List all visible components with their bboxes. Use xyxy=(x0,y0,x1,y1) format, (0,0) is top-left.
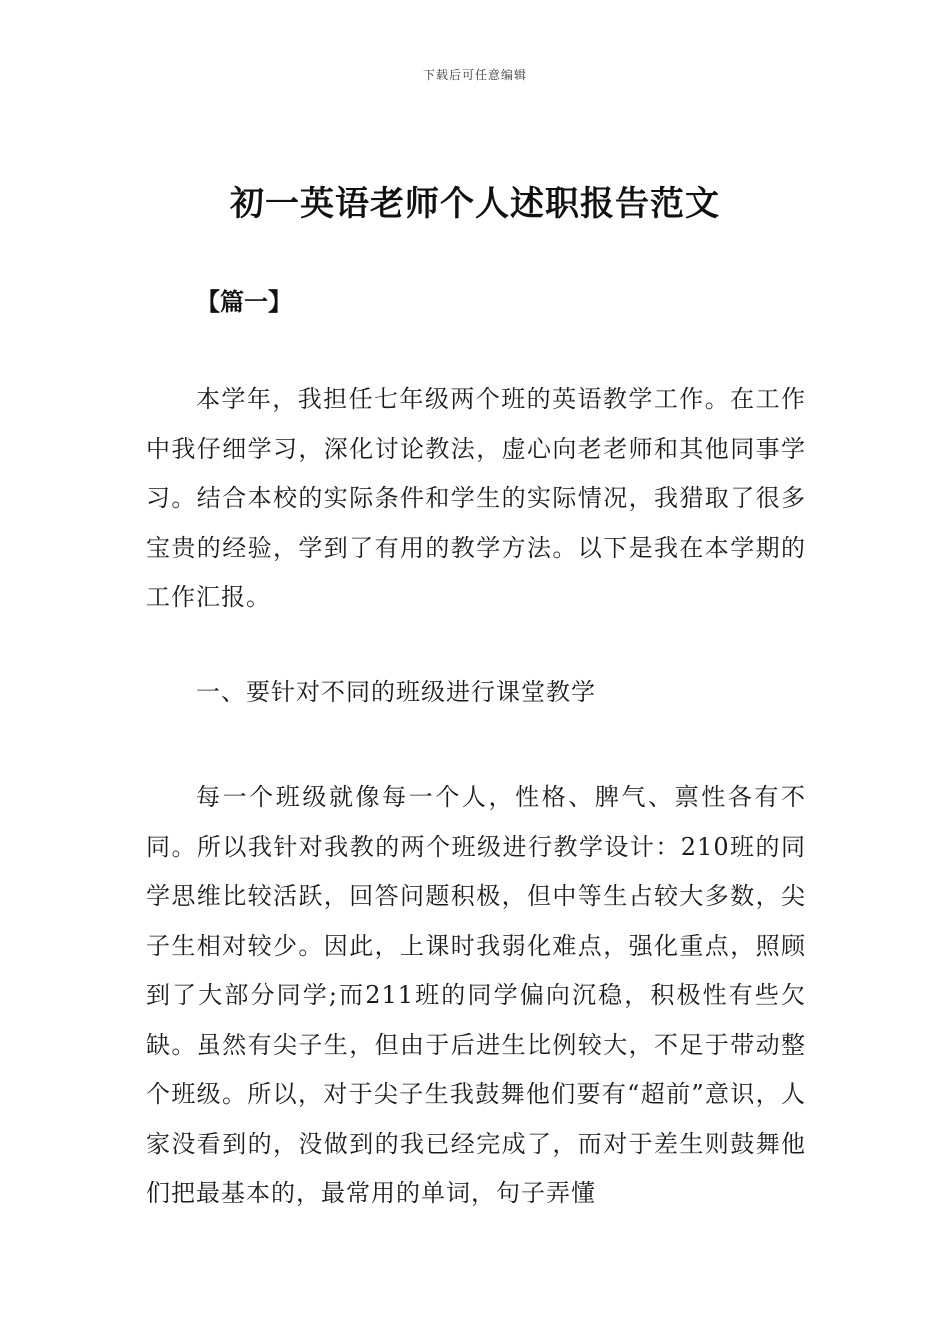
paragraph-intro: 本学年，我担任七年级两个班的英语教学工作。在工作中我仔细学习，深化讨论教法，虚心向老老师和其他同事学习。结合本校的实际条件和学生的实际情况，我猎取了很多宝贵的经验，学到了有用的教学方法。以下是我在本学期的工作汇报。 xyxy=(146,385,806,611)
section-tag: 【篇一】 xyxy=(196,288,292,316)
document-title: 初一英语老师个人述职报告范文 xyxy=(230,184,720,224)
section-heading-1: 一、要针对不同的班级进行课堂教学 xyxy=(196,678,596,706)
header-note: 下载后可任意编辑 xyxy=(422,68,527,82)
paragraph-classes: 每一个班级就像每一个人，性格、脾气、禀性各有不同。所以我针对我教的两个班级进行教学设计：210班的同学思维比较活跃，回答问题积极，但中等生占较大多数，尖子生相对较少。因此，上课时我弱化难点，强化重点，照顾到了大部分同学;而211班的同学偏向沉稳，积极性有些欠缺。虽然有尖子生，但由于后进生比例较大，不足于带动整个班级。所以，对于尖子生我鼓舞他们要有“超前”意识，人家没看到的，没做到的我已经完成了，而对于差生则鼓舞他们把最基本的，最常用的单词，句子弄懂 xyxy=(146,783,806,1207)
